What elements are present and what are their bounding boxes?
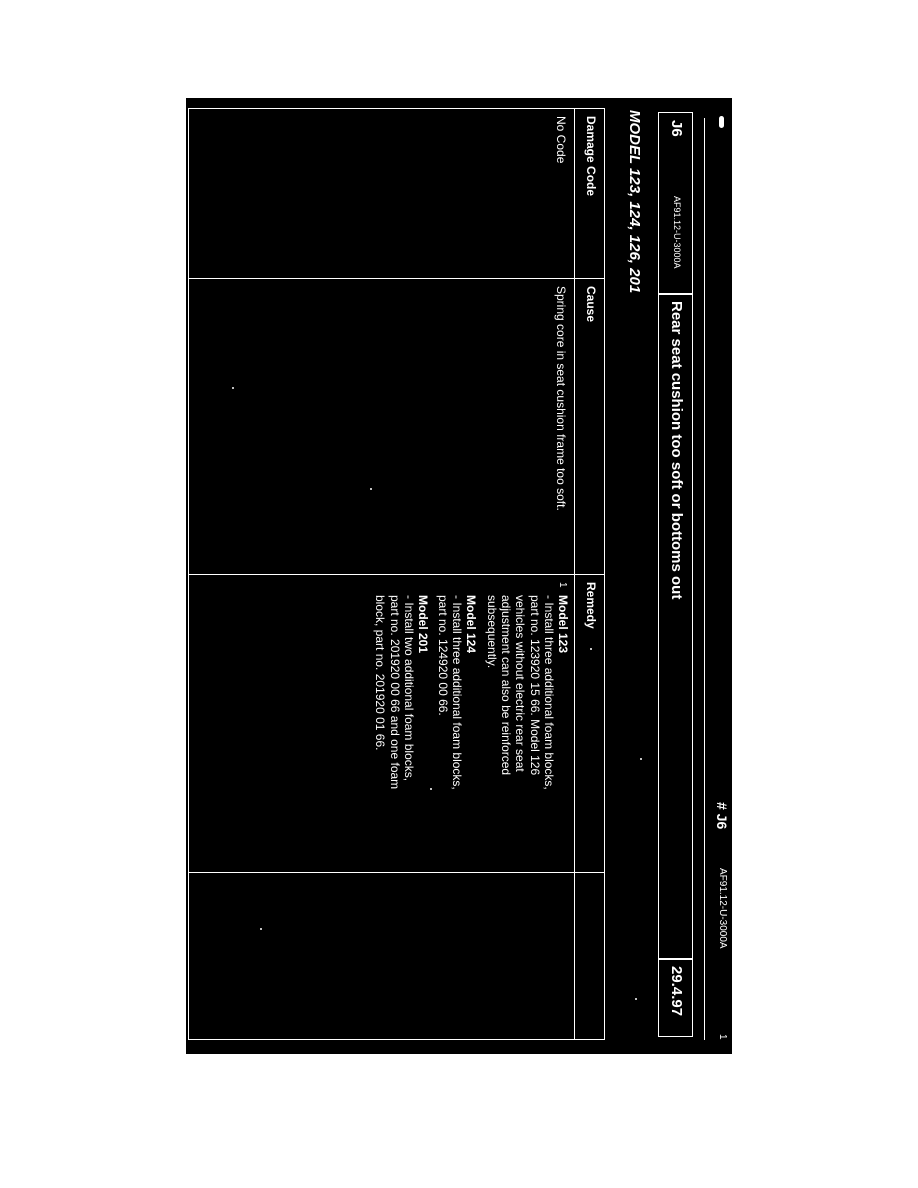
header-code: J6: [668, 120, 685, 137]
top-rule: [704, 118, 705, 1040]
remedy-line: part no. 123920 15 66. Model 126: [527, 595, 542, 776]
scan-speck: [260, 928, 262, 930]
top-doc-number: AF91.12-U-3000A: [717, 868, 728, 949]
remedy-line: part no. 124920 00 66.: [435, 595, 450, 716]
col-header-cause: Cause: [584, 286, 598, 323]
model-heading: MODEL 123, 124, 126, 201: [626, 110, 643, 294]
scanned-page: [186, 98, 732, 1054]
remedy-line: part no. 201920 00 66 and one foam: [387, 595, 402, 790]
scan-speck: [635, 998, 637, 1000]
header-date: 29.4.97: [668, 966, 685, 1017]
header-divider-1: [658, 293, 693, 295]
scan-speck: [430, 788, 432, 790]
scan-speck: [232, 387, 234, 389]
remedy-line: subsequently.: [484, 595, 499, 669]
table-col-divider-2: [188, 574, 605, 575]
remedy-line: adjustment can also be reinforced: [499, 595, 514, 776]
corner-mark: [719, 116, 724, 128]
table-col-divider-3: [188, 872, 605, 873]
remedy-heading: Model 201: [416, 595, 430, 654]
remedy-heading: Model 124: [464, 595, 478, 654]
remedy-item-number: 1: [557, 582, 568, 588]
remedy-section-model-201: [373, 595, 430, 789]
remedy-section-model-123: [485, 595, 570, 790]
col-header-remedy: Remedy: [584, 582, 598, 629]
top-code-label: # J6: [714, 802, 730, 830]
remedy-section-model-124: [435, 595, 478, 790]
cell-damage-code: No Code: [554, 116, 568, 164]
rotated-document: [186, 98, 732, 1054]
cell-cause: Spring core in seat cushion frame too soft.: [554, 286, 568, 511]
remedy-heading: Model 123: [556, 595, 570, 654]
header-title: Rear seat cushion too soft or bottoms out: [668, 301, 685, 600]
remedy-line: - Install two additional foam blocks,: [401, 595, 416, 782]
col-header-damage-code: Damage Code: [584, 116, 598, 197]
remedy-line: block, part no. 201920 01 66.: [373, 595, 388, 751]
remedy-line: - Install three additional foam blocks,: [449, 595, 464, 790]
remedy-line: - Install three additional foam blocks,: [541, 595, 556, 790]
scan-speck: [590, 648, 592, 650]
scan-speck: [640, 758, 642, 760]
header-divider-2: [658, 958, 693, 960]
table-col-divider-1: [188, 278, 605, 279]
page-number: 1: [717, 1034, 728, 1040]
header-doc-number: AF91.12-U-3000A: [672, 196, 682, 269]
remedy-line: vehicles without electric rear seat: [513, 595, 528, 772]
scan-speck: [370, 488, 372, 490]
